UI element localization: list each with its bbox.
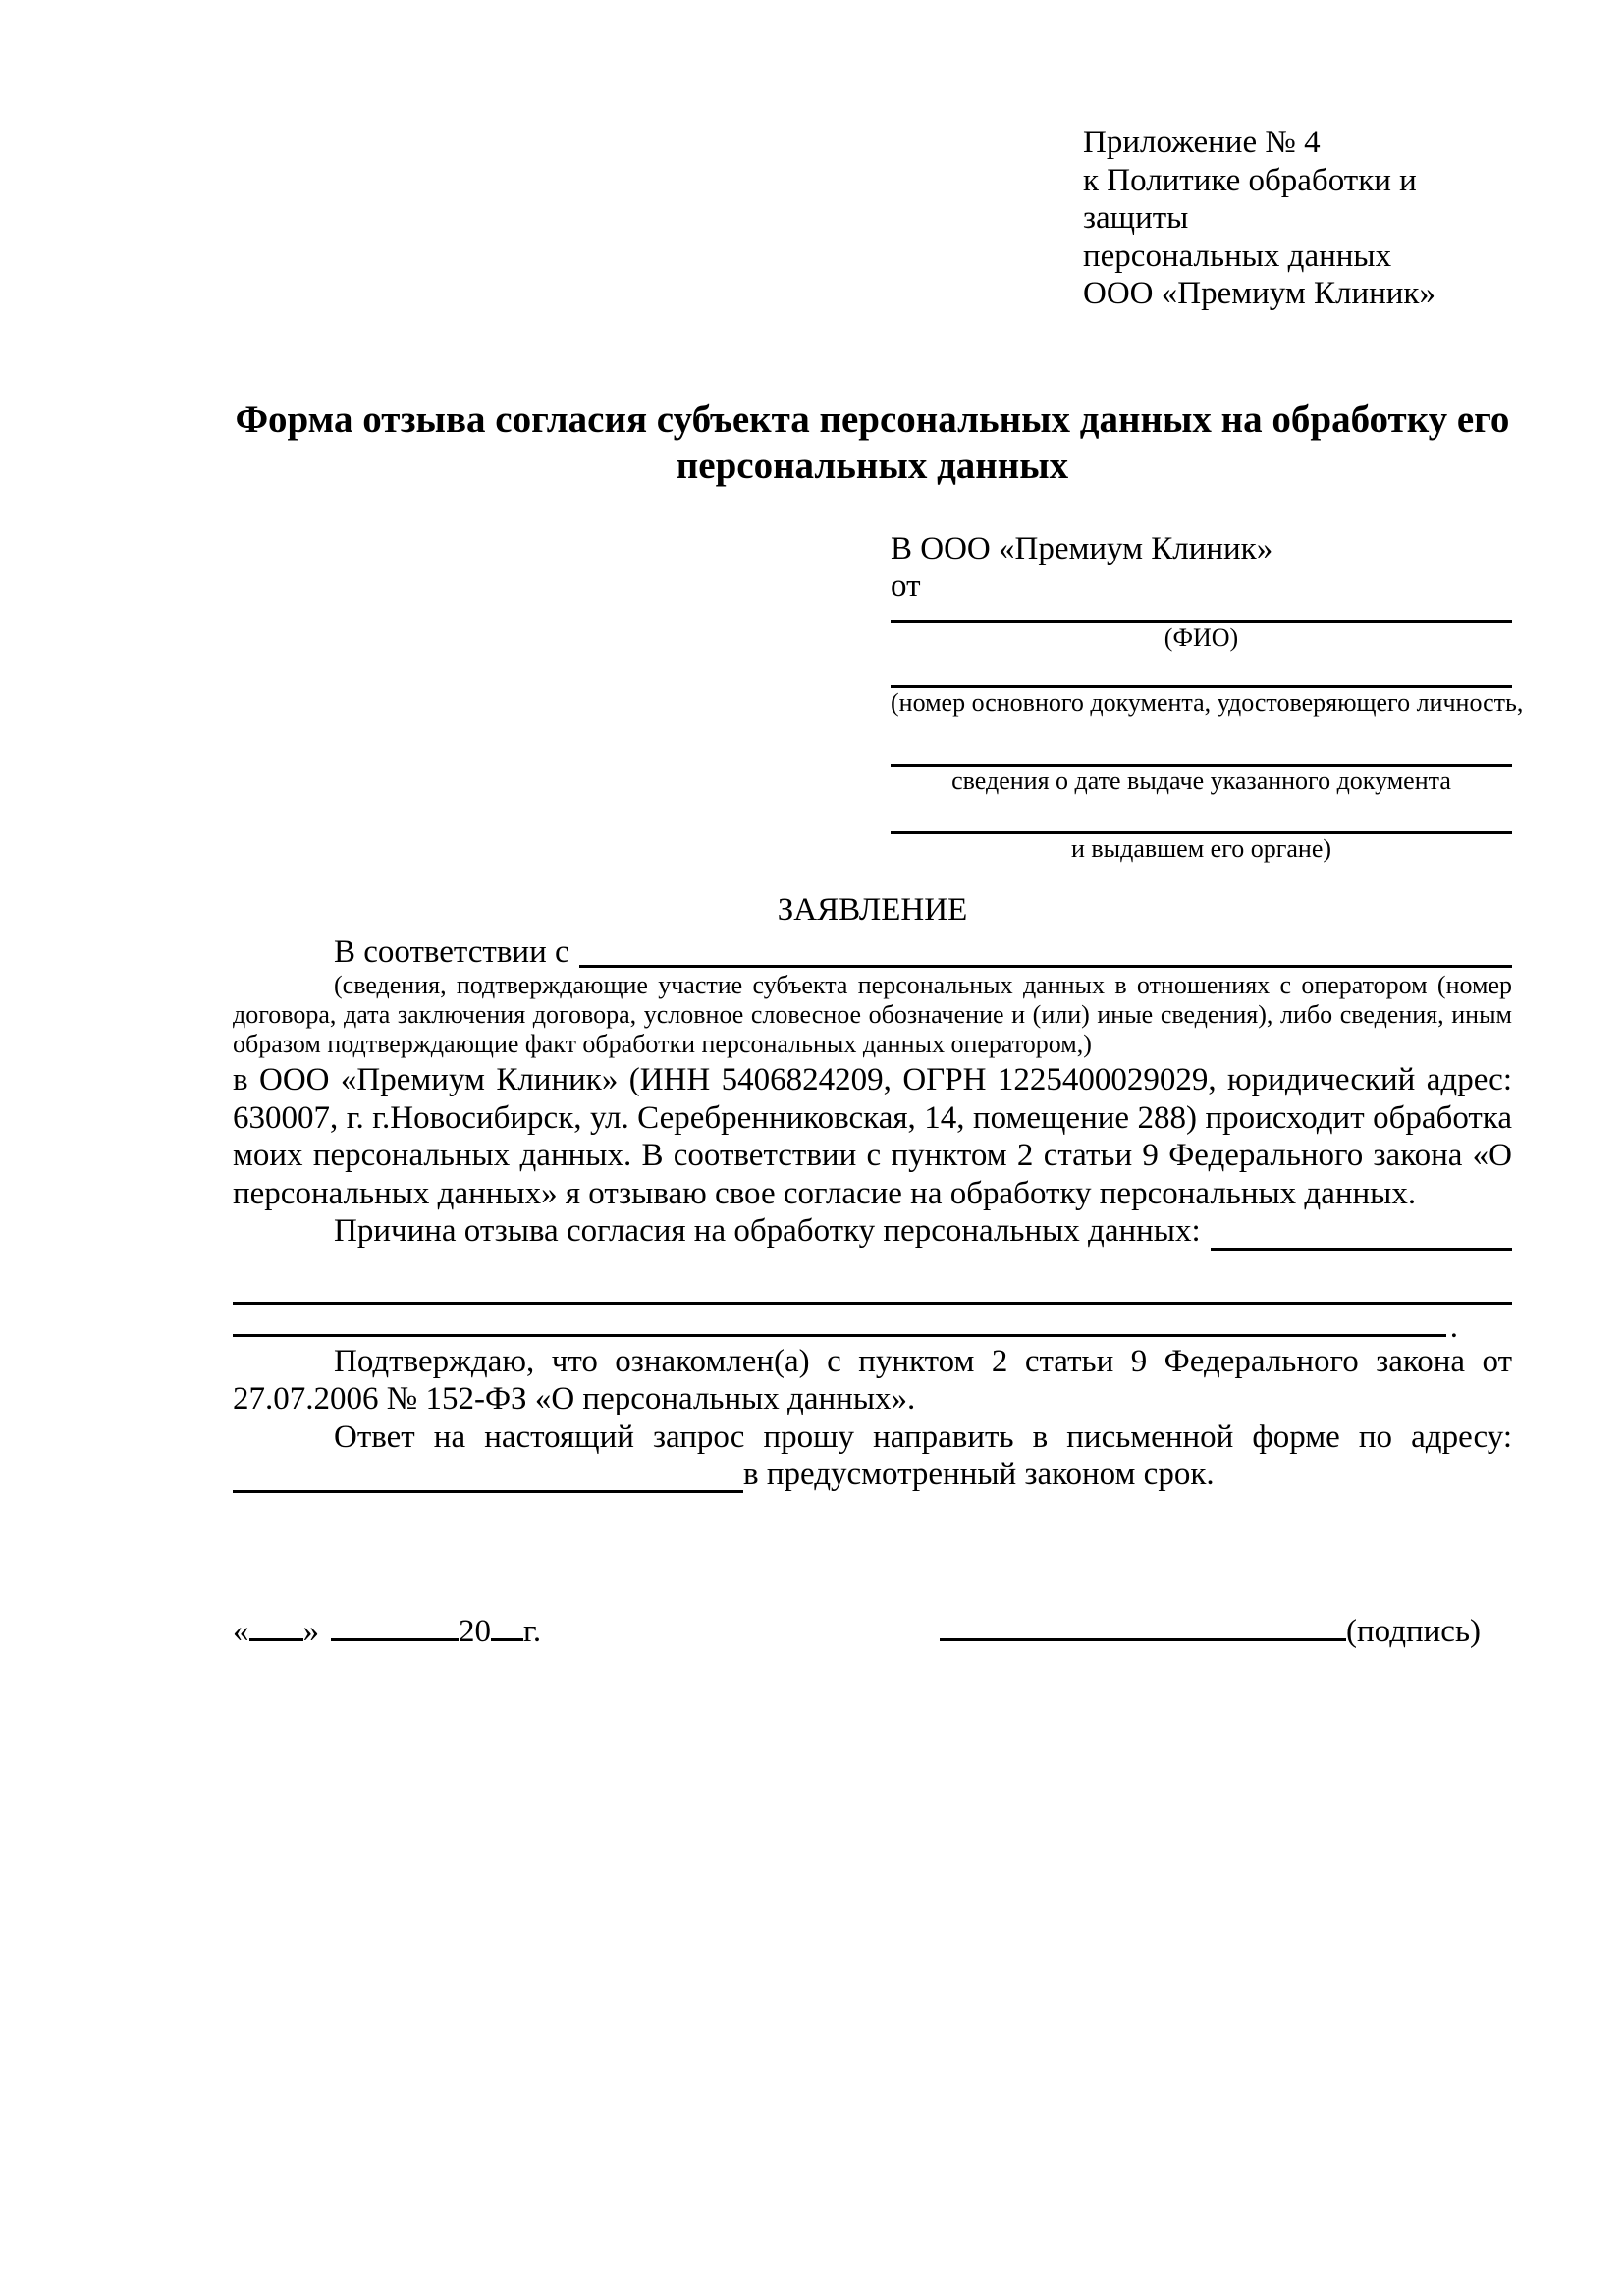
date-close-quote: » [302,1613,319,1649]
addressee-block [891,530,1524,864]
appendix-line: ООО «Премиум Клиник» [1083,276,1435,311]
sentence-period: . [1449,1308,1458,1345]
reason-label: Причина отзыва согласия на обработку персональных данных: [334,1213,1201,1249]
statement-body: в ООО «Премиум Клиник» (ИНН 5406824209, ОГРН 1225400029029, юридический адрес: 630007, г. г.Новосибирск, ул. Серебренниковская, 14, помещение 288) происходит обработка моих персональных данных. В соответствии с пунктом 2 статьи 9 Федерального закона «О персональных данных» я отзываю свое согласие на обработку персональных данных. [233,1062,1512,1211]
reply-tail-text: в предусмотренный законом срок. [743,1457,1215,1492]
document-number-caption: (номер основного документа, удостоверяющего личность, [891,688,1524,717]
form-title: Форма отзыва согласия субъекта персональных данных на обработку его персональных данных [235,399,1510,487]
issue-date-blank-line[interactable] [891,718,1512,767]
issuing-authority-caption: и выдавшем его органе) [1070,834,1332,863]
date-open-quote: « [233,1613,249,1649]
signature-caption: (подпись) [1346,1613,1481,1649]
date-year-prefix: 20 [459,1613,491,1649]
date-group [233,1586,541,1650]
appendix-line: Приложение № 4 [1083,125,1321,160]
appendix-line: персональных данных [1083,238,1392,274]
addressee-to: В ООО «Премиум Клиник» [891,531,1273,566]
date-year-suffix: г. [523,1613,542,1649]
basis-row [233,936,1512,968]
signature-blank-line[interactable] [940,1586,1346,1641]
statement-section [233,891,1512,1493]
fio-caption: (ФИО) [1164,623,1239,652]
issue-date-caption: сведения о дате выдаче указанного документа [951,767,1451,795]
statement-heading: ЗАЯВЛЕНИЕ [777,892,968,928]
date-day-blank[interactable] [249,1586,303,1641]
appendix-line: к Политике обработки и защиты [1083,162,1417,236]
reason-blank-line[interactable] [1211,1212,1512,1251]
fio-blank-line[interactable] [891,605,1512,623]
date-month-blank[interactable] [331,1586,459,1641]
addressee-from: от [891,568,921,604]
reply-address-row [233,1456,1512,1493]
confirmation-text: Подтверждаю, что ознакомлен(а) с пунктом 2 статьи 9 Федерального закона от 27.07.2006 № 152-ФЗ «О персональных данных». [233,1343,1512,1416]
date-year-blank[interactable] [491,1586,523,1641]
signature-group [940,1586,1481,1650]
document-number-blank-line[interactable] [891,653,1512,688]
issuing-authority-blank-line[interactable] [891,796,1512,834]
reason-row [233,1212,1512,1251]
reply-request-text: Ответ на настоящий запрос прошу направить в письменной форме по адресу: [334,1418,1512,1455]
footer-row [233,1586,1512,1649]
reply-address-blank-line[interactable] [233,1456,743,1493]
reason-extra-blank-row-2 [233,1305,1512,1345]
basis-prefix: В соответствии с [334,934,569,970]
basis-note: (сведения, подтверждающие участие субъекта персональных данных в отношениях с оператором (номер договора, дата заключения договора, условное словесное обозначение и (или) иные сведения), либо сведения, иным образом подтверждающие факт обработки персональных данных оператором,) [233,971,1512,1058]
reason-extra-blank-line-2[interactable] [233,1334,1446,1337]
appendix-note [1083,124,1515,313]
basis-blank-line[interactable] [579,936,1512,968]
